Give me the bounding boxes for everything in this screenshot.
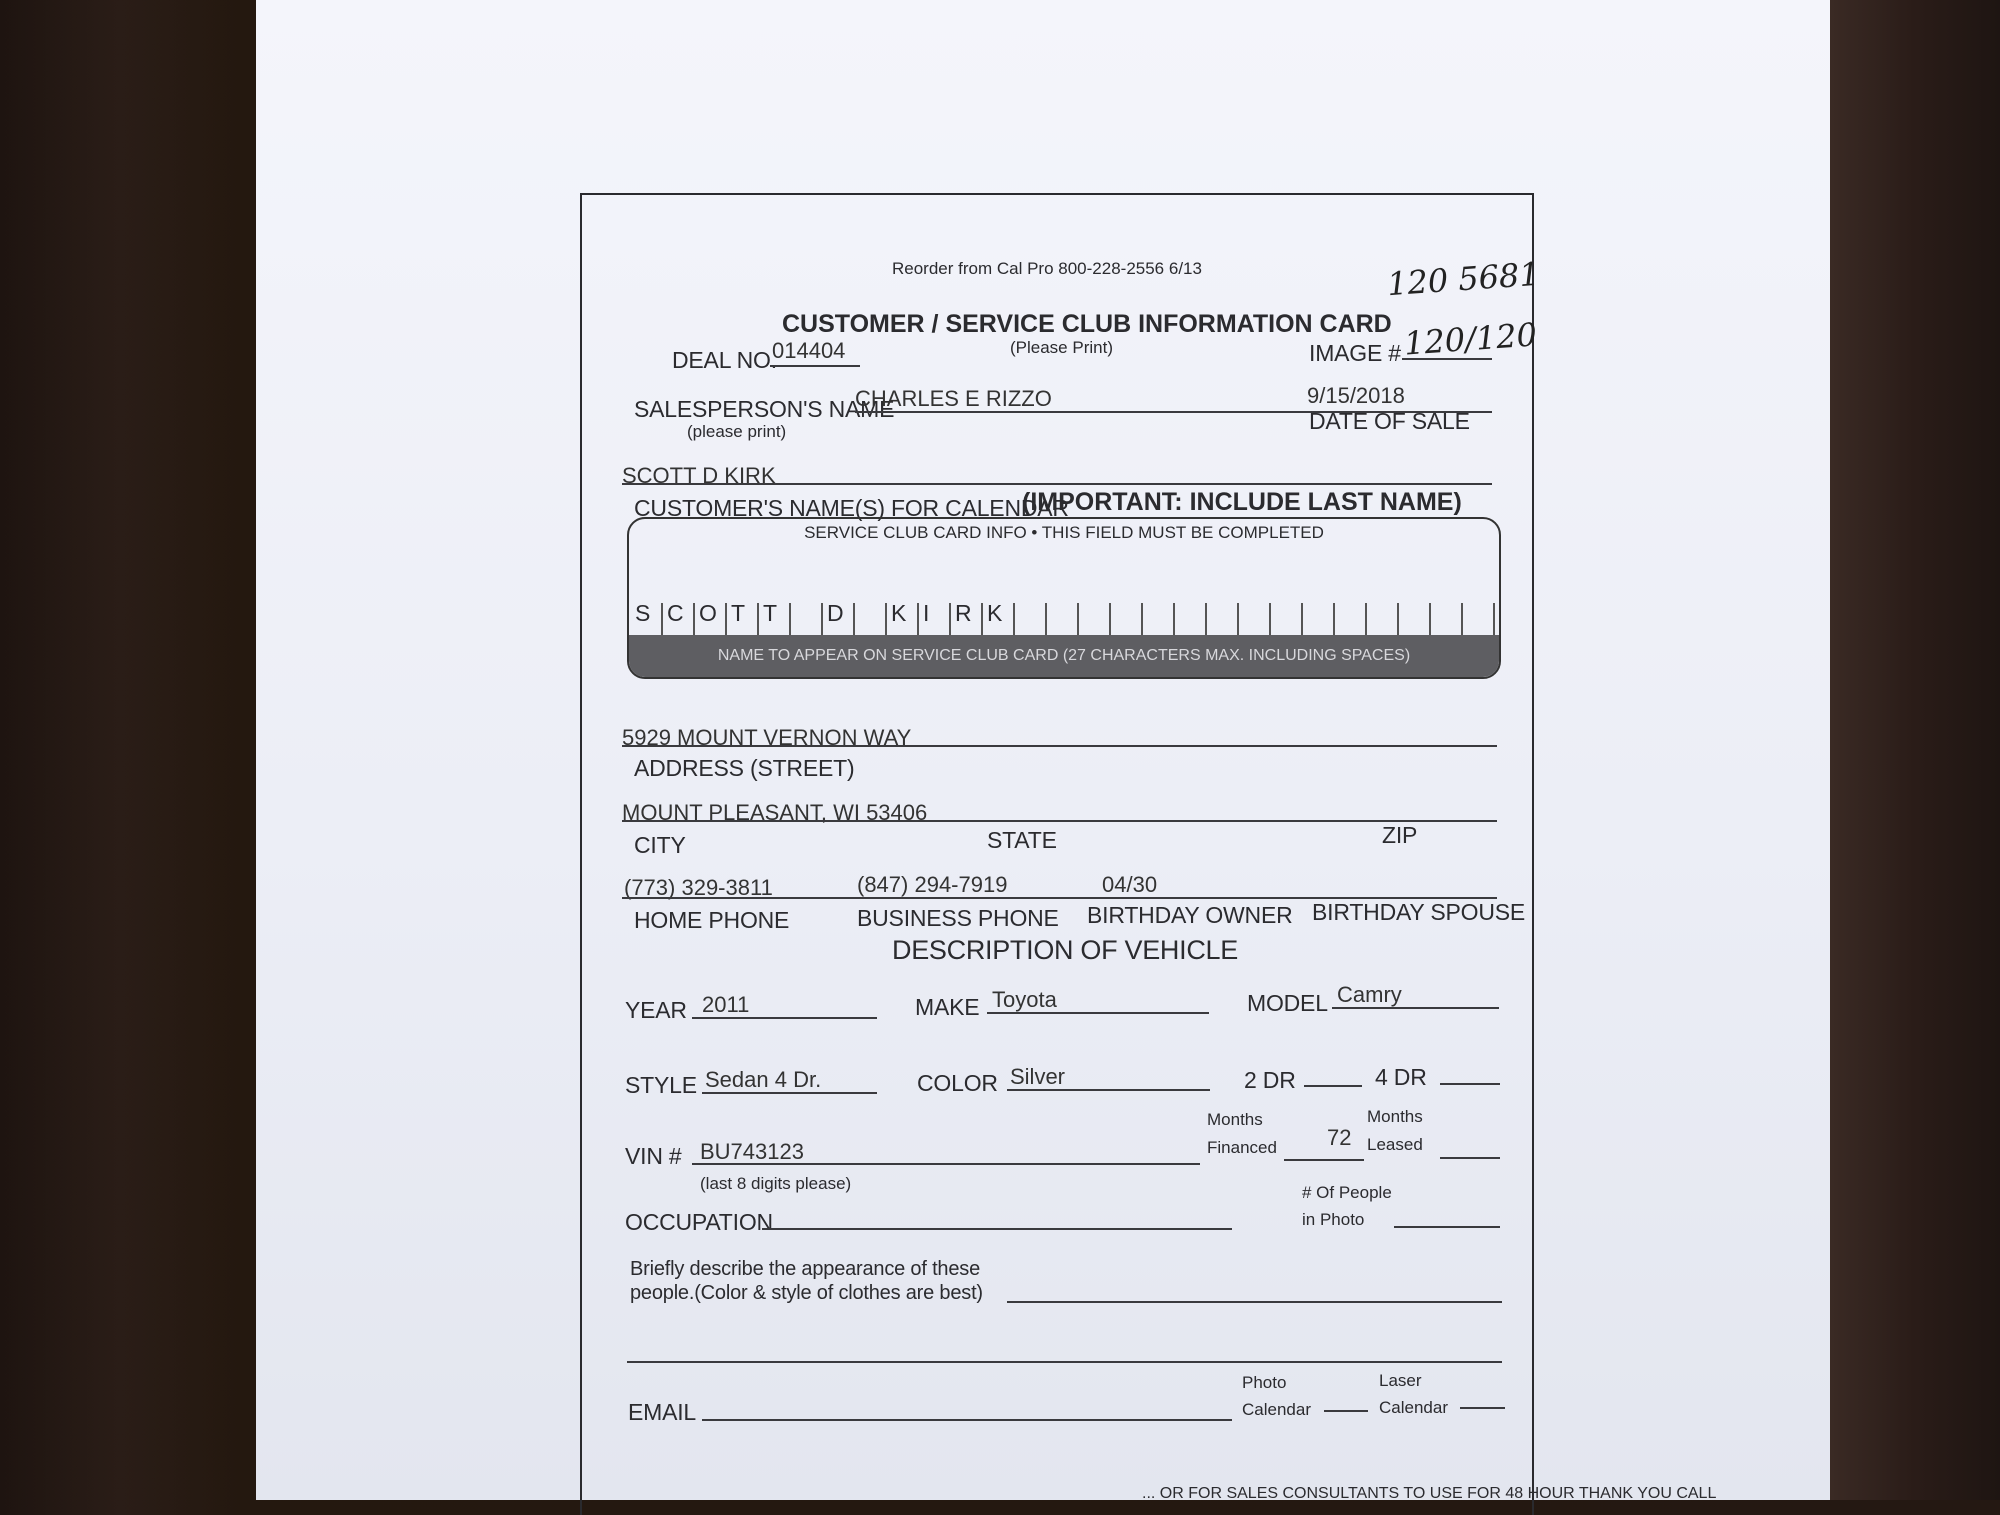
birthday-spouse-label: BIRTHDAY SPOUSE: [1312, 899, 1526, 925]
photo-calendar-label-1: Photo: [1242, 1373, 1287, 1392]
style-label: STYLE: [625, 1072, 697, 1098]
year-label: YEAR: [625, 997, 687, 1023]
months-financed-value: 72: [1327, 1125, 1352, 1150]
club-card-header: SERVICE CLUB CARD INFO • THIS FIELD MUST BE COMPLETED: [804, 523, 1324, 542]
email-label: EMAIL: [628, 1399, 697, 1425]
salesperson-label: SALESPERSON'S NAME: [634, 396, 895, 422]
model-line: [1332, 1007, 1499, 1009]
home-phone-value: (773) 329-3811: [624, 875, 773, 900]
street-value: 5929 MOUNT VERNON WAY: [622, 725, 912, 750]
club-card-character: C: [667, 600, 684, 626]
vin-label: VIN #: [625, 1143, 682, 1169]
months-leased-line: [1440, 1157, 1500, 1159]
zip-label: ZIP: [1382, 822, 1418, 848]
photo-calendar-label-2: Calendar: [1242, 1400, 1311, 1419]
city-label: CITY: [634, 832, 686, 858]
year-value: 2011: [702, 992, 750, 1017]
business-phone-value: (847) 294-7919: [857, 872, 1008, 897]
four-dr-line: [1440, 1083, 1500, 1085]
club-card-character: K: [987, 600, 1003, 626]
handwritten-number: 120 5681: [1385, 254, 1541, 304]
customer-name-label: CUSTOMER'S NAME(S) FOR CALENDAR: [634, 495, 1069, 521]
model-value: Camry: [1337, 982, 1402, 1007]
club-card-character: R: [955, 600, 972, 626]
months-leased-label-1: Months: [1367, 1107, 1423, 1126]
deal-no-value: 014404: [772, 338, 846, 363]
city-value: MOUNT PLEASANT, WI 53406: [622, 800, 928, 825]
vin-sub: (last 8 digits please): [700, 1174, 852, 1193]
image-value: 120/120: [1402, 315, 1539, 363]
reorder-text: Reorder from Cal Pro 800-228-2556 6/13: [892, 259, 1202, 278]
laser-calendar-label-2: Calendar: [1379, 1398, 1448, 1417]
service-club-card-box: [627, 517, 1501, 679]
club-card-character: T: [763, 600, 778, 626]
bottom-cut-text: ... OR FOR SALES CONSULTANTS TO USE FOR 48 HOUR THANK YOU CALL: [1142, 1485, 1717, 1502]
salesperson-value: CHARLES E RIZZO: [855, 386, 1052, 411]
occupation-label: OCCUPATION: [625, 1209, 773, 1235]
four-dr-label: 4 DR: [1375, 1064, 1427, 1090]
people-line: [1394, 1226, 1500, 1228]
club-card-character: O: [699, 600, 717, 626]
date-value: 9/15/2018: [1307, 383, 1405, 408]
model-label: MODEL: [1247, 990, 1328, 1016]
customer-name-value: SCOTT D KIRK: [622, 463, 776, 488]
salesperson-sub: (please print): [687, 422, 787, 441]
describe-line: [1007, 1301, 1502, 1303]
occupation-line: [762, 1228, 1232, 1230]
important-note: (IMPORTANT: INCLUDE LAST NAME): [1022, 488, 1462, 516]
laser-calendar-line: [1460, 1407, 1505, 1409]
business-phone-label: BUSINESS PHONE: [857, 905, 1059, 931]
year-line: [692, 1017, 877, 1019]
people-label-2: in Photo: [1302, 1210, 1365, 1229]
customer-name-line: [622, 483, 1492, 485]
describe-line-1: Briefly describe the appearance of these: [630, 1258, 980, 1280]
laser-calendar-label-1: Laser: [1379, 1371, 1422, 1390]
birthday-owner-label: BIRTHDAY OWNER: [1087, 902, 1293, 928]
make-value: Toyota: [992, 987, 1057, 1012]
street-label: ADDRESS (STREET): [634, 755, 855, 781]
image-line: [1402, 358, 1492, 360]
deal-no-label: DEAL NO.: [672, 347, 777, 373]
club-card-character: S: [635, 600, 651, 626]
color-value: Silver: [1010, 1064, 1066, 1089]
street-line: [622, 745, 1497, 747]
date-label: DATE OF SALE: [1309, 408, 1470, 434]
vehicle-heading: DESCRIPTION OF VEHICLE: [892, 935, 1238, 965]
describe-line-extra: [627, 1361, 1502, 1363]
club-card-character: I: [923, 600, 930, 626]
club-card-character: D: [827, 600, 844, 626]
email-line: [702, 1419, 1232, 1421]
describe-line-2: people.(Color & style of clothes are best): [630, 1282, 983, 1304]
style-value: Sedan 4 Dr.: [705, 1067, 822, 1092]
color-label: COLOR: [917, 1070, 998, 1096]
state-label: STATE: [987, 827, 1057, 853]
months-financed-label-2: Financed: [1207, 1138, 1277, 1157]
photo-calendar-line: [1324, 1410, 1368, 1412]
information-card: [580, 193, 1717, 1515]
vin-line: [692, 1163, 1200, 1165]
image-label: IMAGE #: [1309, 340, 1401, 366]
background-right: [1830, 0, 2000, 1500]
club-card-character: T: [731, 600, 746, 626]
deal-no-line: [770, 365, 860, 367]
color-line: [1007, 1089, 1210, 1091]
form-title: CUSTOMER / SERVICE CLUB INFORMATION CARD: [782, 310, 1392, 338]
club-card-footer: NAME TO APPEAR ON SERVICE CLUB CARD (27 CHARACTERS MAX. INCLUDING SPACES): [629, 635, 1499, 677]
months-financed-label-1: Months: [1207, 1110, 1263, 1129]
two-dr-label: 2 DR: [1244, 1067, 1296, 1093]
months-financed-line: [1284, 1159, 1364, 1161]
months-leased-label-2: Leased: [1367, 1135, 1423, 1154]
style-line: [702, 1092, 877, 1094]
home-phone-label: HOME PHONE: [634, 907, 790, 933]
club-card-character: K: [891, 600, 907, 626]
city-line: [622, 820, 1497, 822]
two-dr-line: [1304, 1085, 1362, 1087]
people-label-1: # Of People: [1302, 1183, 1392, 1202]
birthday-owner-value: 04/30: [1102, 872, 1158, 897]
vin-value: BU743123: [700, 1139, 804, 1164]
make-line: [987, 1012, 1209, 1014]
please-print-note: (Please Print): [1010, 338, 1113, 357]
make-label: MAKE: [915, 994, 980, 1020]
